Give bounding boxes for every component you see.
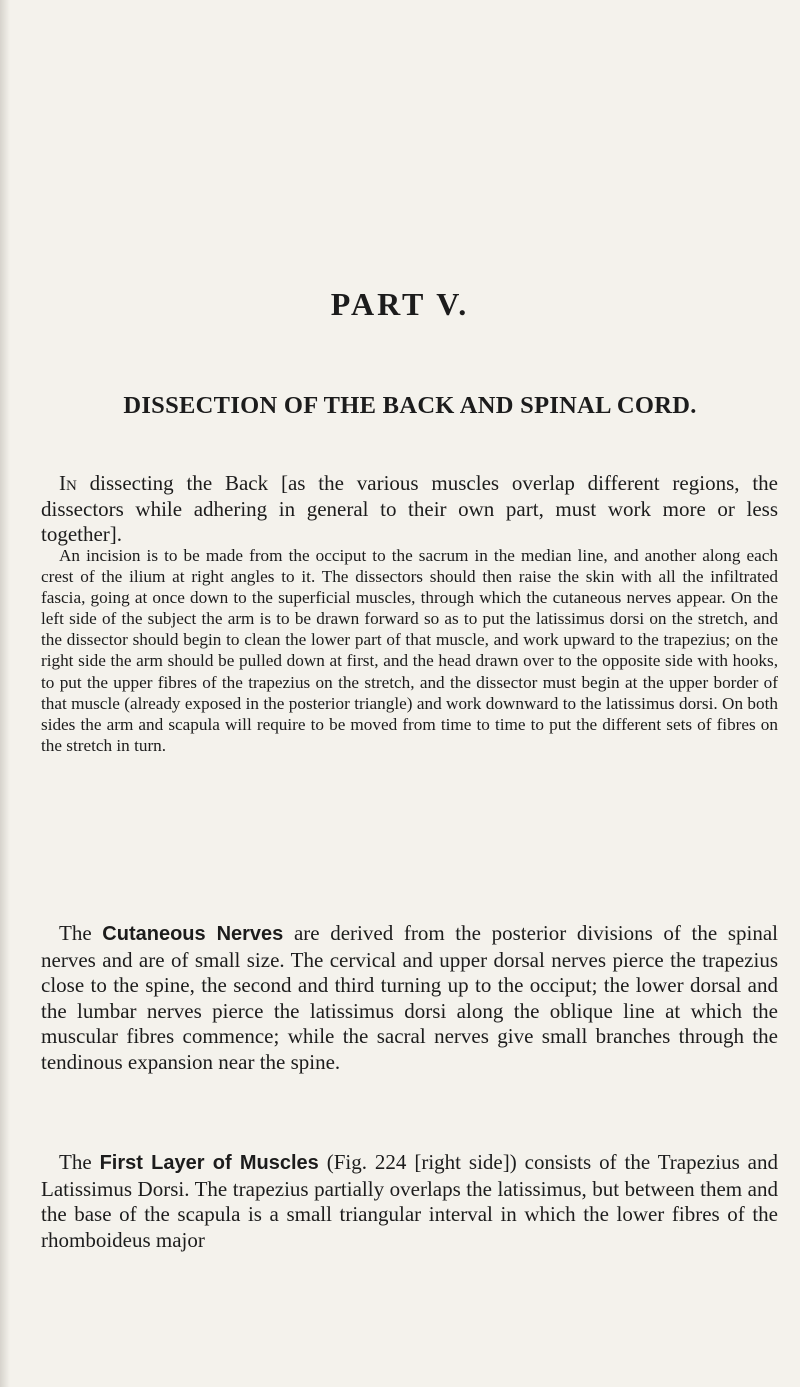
page-edge-shadow — [0, 0, 10, 1387]
instructions-text: An incision is to be made from the occiput to the sacrum in the median line, and another along each crest of the ilium at right angles to it. The dissectors should then raise the skin with all the infiltrated fascia, going at once down to the superficial muscles, through which the cutaneous nerves appear. On the left side of the subject the arm is to be drawn forward so as to put the latissimus dorsi on the stretch, and the dissector should begin to clean the lower part of that muscle, and work upward to the trapezius; on the right side the arm should be pulled down at first, and the head drawn over to the opposite side with hooks, to put the upper fibres of the trapezius on the stretch, and the dissector must begin at the upper border of that muscle (already exposed in the posterior triangle) and work downward to the latissimus dorsi. On both sides the arm and scapula will require to be moved from time to time to put the different sets of fibres on the stretch in turn. — [41, 546, 778, 755]
first-layer-heading: First Layer of Muscles — [99, 1152, 319, 1174]
cutaneous-nerves-paragraph — [41, 921, 778, 1076]
first-layer-paragraph — [41, 1150, 778, 1253]
cutaneous-nerves-heading: Cutaneous Nerves — [102, 923, 284, 945]
intro-paragraph — [41, 471, 778, 548]
intro-text: dissecting the Back [as the various muscles overlap different regions, the dissectors while adhering in general to their own part, must work more or less together]. — [41, 471, 778, 547]
cutaneous-prefix: The — [59, 921, 103, 945]
section-title: DISSECTION OF THE BACK AND SPINAL CORD. — [123, 392, 697, 419]
first-layer-text: (Fig. 224 [right side]) consists of the Trapezius and Latissimus Dorsi. The trapezius partially overlaps the latissimus, but between them and the base of the scapula is a small triangular interval in which the lower fibres of the rhomboideus major — [41, 1150, 779, 1252]
first-layer-prefix: The — [59, 1150, 100, 1174]
intro-lead: In — [59, 471, 77, 495]
cutaneous-text: are derived from the posterior divisions of the spinal nerves and are of small size. The cervical and upper dorsal nerves pierce the trapezius close to the spine, the second and third turning up to the occiput; the lower dorsal and the lumbar nerves pierce the latissimus dorsi along the oblique line at which the muscular fibres commence; while the sacral nerves give small branches through the tendinous expansion near the spine. — [41, 921, 778, 1074]
part-title: PART V. — [330, 286, 470, 322]
instructions-paragraph — [41, 545, 778, 756]
